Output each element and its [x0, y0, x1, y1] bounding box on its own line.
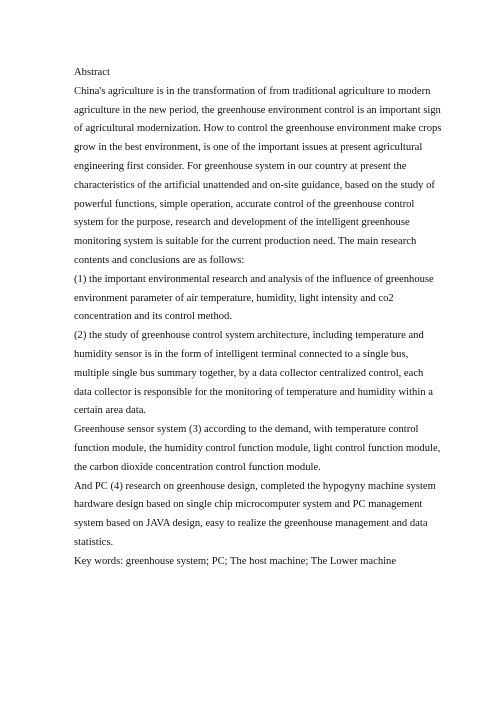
text-line: of agricultural modernization. How to control the greenhouse environment make crops	[74, 123, 442, 135]
heading-text: Abstract	[74, 67, 110, 78]
text-line: statistics.	[74, 536, 114, 548]
paragraph-intro	[74, 83, 442, 271]
text-line: the carbon dioxide concentration control function module.	[74, 461, 321, 473]
paragraph-item-4	[74, 478, 434, 553]
text-line: China's agriculture is in the transformation of from traditional agriculture to modern	[74, 85, 431, 97]
text-line: contents and conclusions are as follows:	[74, 254, 245, 266]
keywords-text: Key words: greenhouse system; PC; The host machine; The Lower machine	[74, 555, 397, 567]
text-line: powerful functions, simple operation, accurate control of the greenhouse control	[74, 198, 415, 210]
text-line: characteristics of the artificial unattended and on-site guidance, based on the study of	[74, 179, 435, 191]
text-line: data collector is responsible for the monitoring of temperature and humidity within a	[74, 386, 433, 398]
text-line: certain area data.	[74, 405, 147, 417]
paragraph-item-3	[74, 421, 441, 477]
text-line: (2) the study of greenhouse control system architecture, including temperature and	[74, 330, 424, 342]
text-line: And PC (4) research on greenhouse design, completed the hypogyny machine system	[74, 480, 436, 492]
text-line: multiple single bus summary together, by a data collector centralized control, each	[74, 367, 424, 379]
paragraph-item-2	[74, 327, 434, 421]
text-line: grow in the best environment, is one of the important issues at present agricultural	[74, 142, 423, 154]
text-line: concentration and its control method.	[74, 311, 232, 323]
abstract-heading	[74, 64, 434, 83]
text-line: engineering first consider. For greenhouse system in our country at present the	[74, 160, 407, 172]
text-line: agriculture in the new period, the greenhouse environment control is an important sign	[74, 104, 441, 116]
text-line: system for the purpose, research and development of the intelligent greenhouse	[74, 217, 410, 229]
text-line: system based on JAVA design, easy to realize the greenhouse management and data	[74, 518, 428, 530]
text-line: environment parameter of air temperature, humidity, light intensity and co2	[74, 292, 394, 304]
paragraph-item-1	[74, 271, 434, 327]
text-line: monitoring system is suitable for the current production need. The main research	[74, 236, 417, 248]
text-line: Greenhouse sensor system (3) according to the demand, with temperature control	[74, 424, 419, 436]
document-page	[74, 64, 442, 572]
text-line: function module, the humidity control function module, light control function module,	[74, 442, 441, 454]
text-line: (1) the important environmental research and analysis of the influence of greenhouse	[74, 273, 434, 285]
text-line: humidity sensor is in the form of intelligent terminal connected to a single bus,	[74, 348, 409, 360]
text-line: hardware design based on single chip microcomputer system and PC management	[74, 499, 423, 511]
keywords	[74, 553, 434, 572]
